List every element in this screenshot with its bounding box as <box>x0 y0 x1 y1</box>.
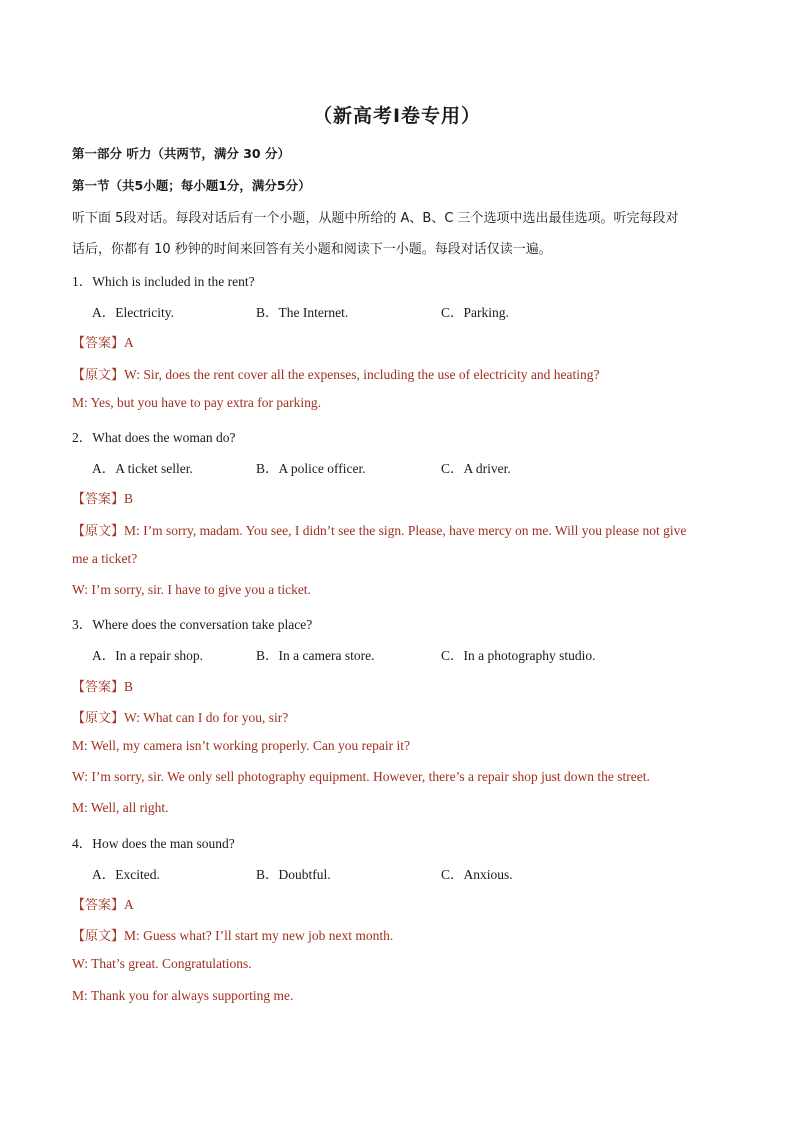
question-4-stem: 4．How does the man sound? <box>72 836 235 851</box>
question-1-option-b: B．The Internet. <box>256 305 349 320</box>
transcript-line: W: I’m sorry, sir. We only sell photography equipment. However, there’s a repair shop just down the street. <box>72 769 650 784</box>
question-3-option-b: B．In a camera store. <box>256 648 375 663</box>
question-4-transcript <box>72 925 393 944</box>
page-title: （新高考I卷专用） <box>312 105 482 127</box>
question-2-option-b: B．A police officer. <box>256 461 366 476</box>
question-3-option-c: C．In a photography studio. <box>441 648 596 663</box>
question-2-option-a: A．A ticket seller. <box>92 461 193 476</box>
question-2-answer <box>72 488 133 507</box>
question-3-option-a: A．In a repair shop. <box>92 648 203 663</box>
transcript-line: me a ticket? <box>72 551 138 566</box>
transcript-label: 【原文】 <box>72 929 125 944</box>
answer-label: 【答案】 <box>72 336 125 351</box>
transcript-line: W: What can I do for you, sir? <box>124 710 289 725</box>
question-1-transcript <box>72 364 599 383</box>
question-1-option-a: A．Electricity. <box>92 305 174 320</box>
question-1-stem: 1．Which is included in the rent? <box>72 274 255 289</box>
transcript-line: M: Guess what? I’ll start my new job next month. <box>124 928 394 943</box>
transcript-line: M: Well, all right. <box>72 800 169 815</box>
part-heading: 第一部分 听力（共两节，满分 30 分） <box>72 146 290 161</box>
transcript-line: M: I’m sorry, madam. You see, I didn’t see the sign. Please, have mercy on me. Will you please not give <box>124 523 687 538</box>
answer-label: 【答案】 <box>72 898 125 913</box>
question-3-stem: 3．Where does the conversation take place? <box>72 617 313 632</box>
question-1-option-c: C．Parking. <box>441 305 509 320</box>
transcript-label: 【原文】 <box>72 524 125 539</box>
answer-value: A <box>124 335 134 350</box>
instructions-line-2: 话后，你都有 10 秒钟的时间来回答有关小题和阅读下一小题。每段对话仅读一遍。 <box>72 242 552 257</box>
transcript-line: W: Sir, does the rent cover all the expenses, including the use of electricity and heating? <box>124 367 600 382</box>
transcript-line: W: That’s great. Congratulations. <box>72 956 252 971</box>
answer-value: B <box>124 679 134 694</box>
answer-label: 【答案】 <box>72 680 125 695</box>
answer-value: A <box>124 897 134 912</box>
transcript-line: M: Yes, but you have to pay extra for parking. <box>72 395 321 410</box>
question-2-stem: 2．What does the woman do? <box>72 430 236 445</box>
question-2-option-c: C．A driver. <box>441 461 511 476</box>
transcript-line: W: I’m sorry, sir. I have to give you a ticket. <box>72 582 311 597</box>
answer-label: 【答案】 <box>72 492 125 507</box>
question-4-option-b: B．Doubtful. <box>256 867 331 882</box>
transcript-label: 【原文】 <box>72 711 125 726</box>
transcript-label: 【原文】 <box>72 368 125 383</box>
transcript-line: M: Well, my camera isn’t working properly. Can you repair it? <box>72 738 410 753</box>
question-3-transcript <box>72 707 288 726</box>
question-4-option-a: A．Excited. <box>92 867 160 882</box>
question-2-transcript <box>72 520 686 539</box>
answer-value: B <box>124 491 134 506</box>
transcript-line: M: Thank you for always supporting me. <box>72 988 294 1003</box>
question-1-answer <box>72 332 134 351</box>
question-4-answer <box>72 894 134 913</box>
question-3-answer <box>72 676 133 695</box>
section-heading: 第一节（共5小题；每小题1分，满分5分） <box>72 178 311 193</box>
question-4-option-c: C．Anxious. <box>441 867 513 882</box>
instructions-line-1: 听下面 5段对话。每段对话后有一个小题，从题中所给的 A、B、C 三个选项中选出最佳选项。听完每段对 <box>72 211 679 226</box>
